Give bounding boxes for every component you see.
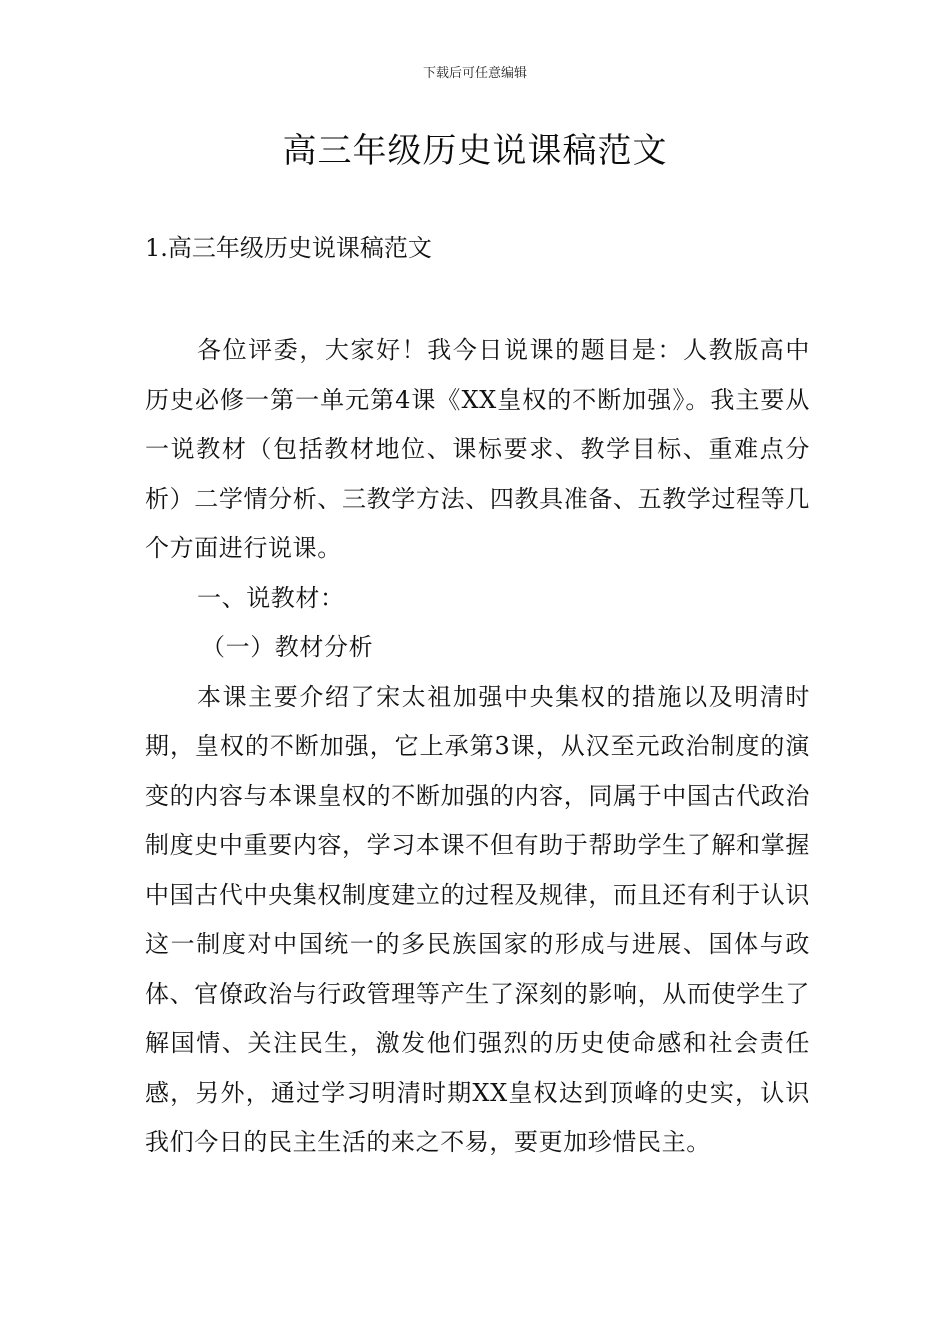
- header-note: 下载后可任意编辑: [422, 66, 527, 81]
- body-text: [145, 326, 810, 1168]
- part-one-heading: 一、说教材：: [197, 583, 345, 612]
- analysis-paragraph: 本课主要介绍了宋太祖加强中央集权的措施以及明清时期，皇权的不断加强，它上承第3课，从汉至元政治制度的演变的内容与本课皇权的不断加强的内容，同属于中国古代政治制度史中重要内容，学习本课不但有助于帮助学生了解和掌握中国古代中央集权制度建立的过程及规律，而且还有利于认识这一制度对中国统一的多民族国家的形成与进展、国体与政体、官僚政治与行政管理等产生了深刻的影响，从而使学生了解国情、关注民生，激发他们强烈的历史使命感和社会责任感，另外，通过学习明清时期XX皇权达到顶峰的史实，认识我们今日的民主生活的来之不易，要更加珍惜民主。: [145, 682, 810, 1156]
- intro-paragraph: 各位评委，大家好！我今日说课的题目是：人教版高中历史必修一第一单元第4课《XX皇权的不断加强》。我主要从一说教材（包括教材地位、课标要求、教学目标、重难点分析）二学情分析、三教学方法、四教具准备、五教学过程等几个方面进行说课。: [145, 336, 810, 562]
- sub-one-heading: （一）教材分析: [201, 633, 374, 661]
- section-heading: 1.高三年级历史说课稿范文: [145, 234, 432, 262]
- page-title: 高三年级历史说课稿范文: [282, 131, 668, 171]
